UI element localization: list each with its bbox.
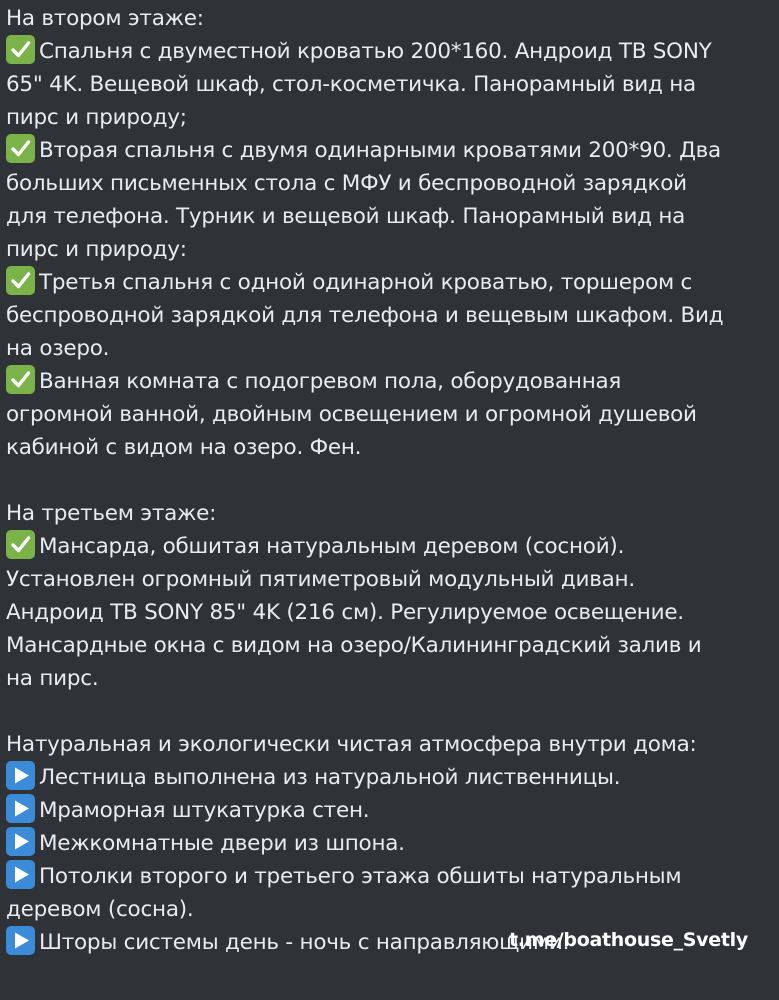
play-icon [6,794,35,823]
play-icon [6,926,35,955]
message-line-text: кабиной с видом на озеро. Фен. [6,435,362,460]
message-line-text: Межкомнатные двери из шпона. [39,831,405,856]
message-line-text: Спальня с двуместной кроватью 200*160. Андроид ТВ SONY [39,39,712,64]
message-line-text: Третья спальня с одной одинарной кроватью, торшером с [39,270,693,295]
message-line [6,827,769,860]
message-line-text: для телефона. Турник и вещевой шкаф. Панорамный вид на [6,204,686,229]
message-line [6,101,769,134]
message-line [6,629,769,662]
message-line [6,2,769,35]
message-line-text: Мансарда, обшитая натуральным деревом (сосной). [39,534,625,559]
message-line-text: На третьем этаже: [6,501,217,526]
message-line [6,365,769,398]
message-line [6,860,769,893]
play-icon [6,761,35,790]
check-mark-icon [6,530,35,559]
message-line-text: 65" 4K. Вещевой шкаф, стол-косметичка. Панорамный вид на [6,72,696,97]
message-line-text: Мраморная штукатурка стен. [39,798,370,823]
message-line-text: беспроводной зарядкой для телефона и вещевым шкафом. Вид [6,303,724,328]
message-line [6,332,769,365]
message-line [6,35,769,68]
message-line [6,464,769,497]
message-line [6,563,769,596]
check-mark-icon [6,35,35,64]
message-line-text: больших письменных стола с МФУ и беспроводной зарядкой [6,171,687,196]
message-line-text: деревом (сосна). [6,897,194,922]
message-line-text: Лестница выполнена из натуральной лиственницы. [39,765,621,790]
check-mark-icon [6,134,35,163]
message-line-text: Мансардные окна с видом на озеро/Калининградский залив и [6,633,702,658]
play-icon [6,827,35,856]
message-line [6,893,769,926]
message-line [6,596,769,629]
message-line [6,266,769,299]
message-line [6,233,769,266]
check-mark-icon [6,365,35,394]
message-line [6,299,769,332]
message-line-text: На втором этаже: [6,6,204,31]
message-line-text: на пирс. [6,666,99,691]
play-icon [6,860,35,889]
message-lines [6,2,769,959]
message-line [6,530,769,563]
message-line-text: Вторая спальня с двумя одинарными кроватями 200*90. Два [39,138,721,163]
message-line [6,200,769,233]
message-line [6,662,769,695]
message-line [6,794,769,827]
message-line [6,761,769,794]
message-line [6,431,769,464]
message-line-text: Шторы системы день - ночь с направляющими. [39,930,570,955]
channel-watermark[interactable]: t.me/boathouse_Svetly [509,929,748,951]
message-line-text: Натуральная и экологически чистая атмосфера внутри дома: [6,732,697,757]
message-line-text: Установлен огромный пятиметровый модульный диван. [6,567,635,592]
check-mark-icon [6,266,35,295]
message-line [6,398,769,431]
message-line-text: огромной ванной, двойным освещением и огромной душевой [6,402,697,427]
message-line [6,68,769,101]
message-line-text: Андроид ТВ SONY 85" 4K (216 см). Регулируемое освещение. [6,600,684,625]
message-line-text: Потолки второго и третьего этажа обшиты натуральным [39,864,682,889]
message-line [6,134,769,167]
message-line-text: Ванная комната с подогревом пола, оборудованная [39,369,622,394]
message-line-text: на озеро. [6,336,110,361]
message-line-text: пирс и природу; [6,105,187,130]
message-line [6,728,769,761]
message-line-text: пирс и природу: [6,237,187,262]
message-line [6,167,769,200]
message-line [6,497,769,530]
message-line [6,695,769,728]
